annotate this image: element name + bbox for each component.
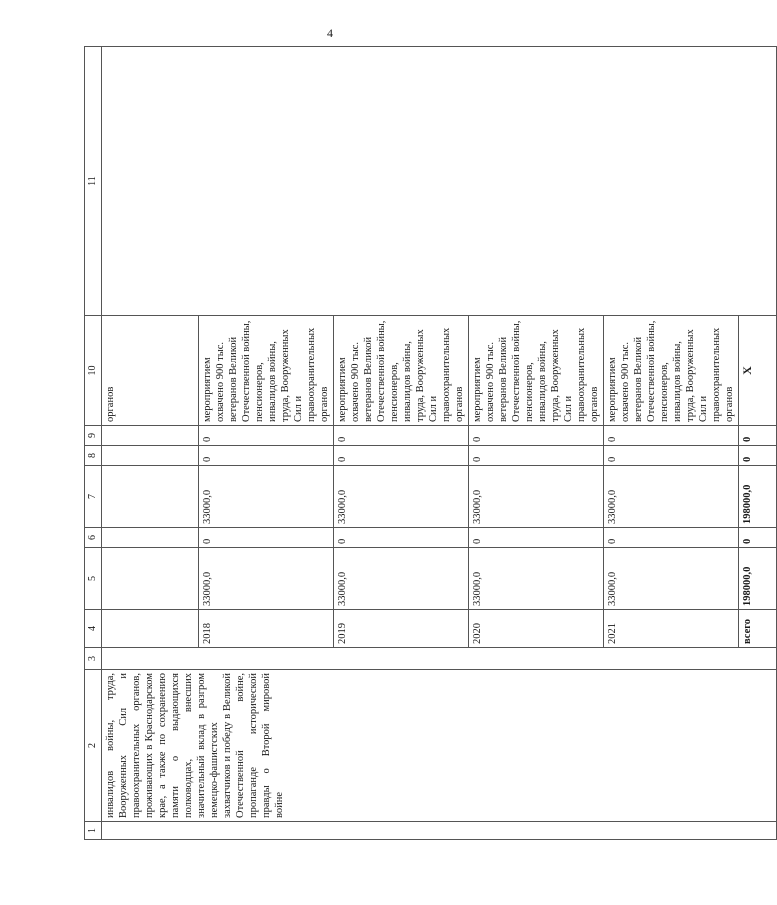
result-cell: мероприятием охвачено 900 тыс. ветеранов Великой Отечественной войны, пенсионеров, инвалидов войны, труда, Вооруженных Сил и правоохранительных органов <box>604 316 739 426</box>
column-number: 6 <box>85 528 102 548</box>
column-number: 11 <box>85 47 102 316</box>
cell <box>102 446 199 466</box>
cell <box>102 610 199 648</box>
year-cell: 2020 <box>469 610 604 648</box>
description-cell: инвалидов войны, труда, Вооруженных Сил и правоохранительных органов, проживающих в Краснодарском крае, а также по сохранению памяти о выдающихся полководцах, внесших значительный вклад в разгром немецко-фашистских захватчиков и победу в Великой Отечественной войне, пропаганде исторической правды о Второй мировой войне <box>102 670 777 822</box>
value-cell: 0 <box>334 446 469 466</box>
value-cell: 0 <box>334 426 469 446</box>
column-number: 3 <box>85 648 102 670</box>
table-row-continuation <box>102 47 199 840</box>
cell-col11 <box>102 47 777 316</box>
result-cell: мероприятием охвачено 900 тыс. ветеранов Великой Отечественной войны, пенсионеров, инвалидов войны, труда, Вооруженных Сил и правоохранительных органов <box>334 316 469 426</box>
column-number: 7 <box>85 466 102 528</box>
value-cell: 0 <box>199 446 334 466</box>
year-cell: 2021 <box>604 610 739 648</box>
value-cell: 33000,0 <box>199 548 334 610</box>
total-value: 0 <box>739 446 777 466</box>
value-cell: 33000,0 <box>604 466 739 528</box>
cell <box>102 426 199 446</box>
total-x-mark: Х <box>739 316 777 426</box>
value-cell: 0 <box>604 528 739 548</box>
value-cell: 0 <box>199 426 334 446</box>
continuation-text: органов <box>102 316 199 426</box>
value-cell: 0 <box>469 426 604 446</box>
cell <box>102 528 199 548</box>
cell-col3 <box>102 648 777 670</box>
program-table <box>84 46 777 840</box>
column-number: 2 <box>85 670 102 822</box>
value-cell: 33000,0 <box>199 466 334 528</box>
year-cell: 2019 <box>334 610 469 648</box>
total-value: 198000,0 <box>739 548 777 610</box>
value-cell: 0 <box>604 446 739 466</box>
total-value: 198000,0 <box>739 466 777 528</box>
column-number: 10 <box>85 316 102 426</box>
cell <box>102 548 199 610</box>
column-number: 8 <box>85 446 102 466</box>
value-cell: 0 <box>469 446 604 466</box>
rotated-table-container <box>84 47 754 840</box>
value-cell: 0 <box>469 528 604 548</box>
page-number: 4 <box>327 26 333 40</box>
value-cell: 33000,0 <box>469 466 604 528</box>
total-label: всего <box>739 610 777 648</box>
result-cell: мероприятием охвачено 900 тыс. ветеранов Великой Отечественной войны, пенсионеров, инвалидов войны, труда, Вооруженных Сил и правоохранительных органов <box>469 316 604 426</box>
cell <box>102 466 199 528</box>
value-cell: 33000,0 <box>334 466 469 528</box>
value-cell: 0 <box>199 528 334 548</box>
column-number: 1 <box>85 822 102 840</box>
year-cell: 2018 <box>199 610 334 648</box>
total-value: 0 <box>739 426 777 446</box>
value-cell: 33000,0 <box>334 548 469 610</box>
cell-col1 <box>102 822 777 840</box>
value-cell: 0 <box>334 528 469 548</box>
result-cell: мероприятием охвачено 900 тыс. ветеранов Великой Отечественной войны, пенсионеров, инвалидов войны, труда, Вооруженных Сил и правоохранительных органов <box>199 316 334 426</box>
value-cell: 33000,0 <box>604 548 739 610</box>
value-cell: 0 <box>604 426 739 446</box>
column-number: 4 <box>85 610 102 648</box>
column-number: 5 <box>85 548 102 610</box>
total-value: 0 <box>739 528 777 548</box>
column-number-row <box>85 47 102 840</box>
column-number: 9 <box>85 426 102 446</box>
value-cell: 33000,0 <box>469 548 604 610</box>
